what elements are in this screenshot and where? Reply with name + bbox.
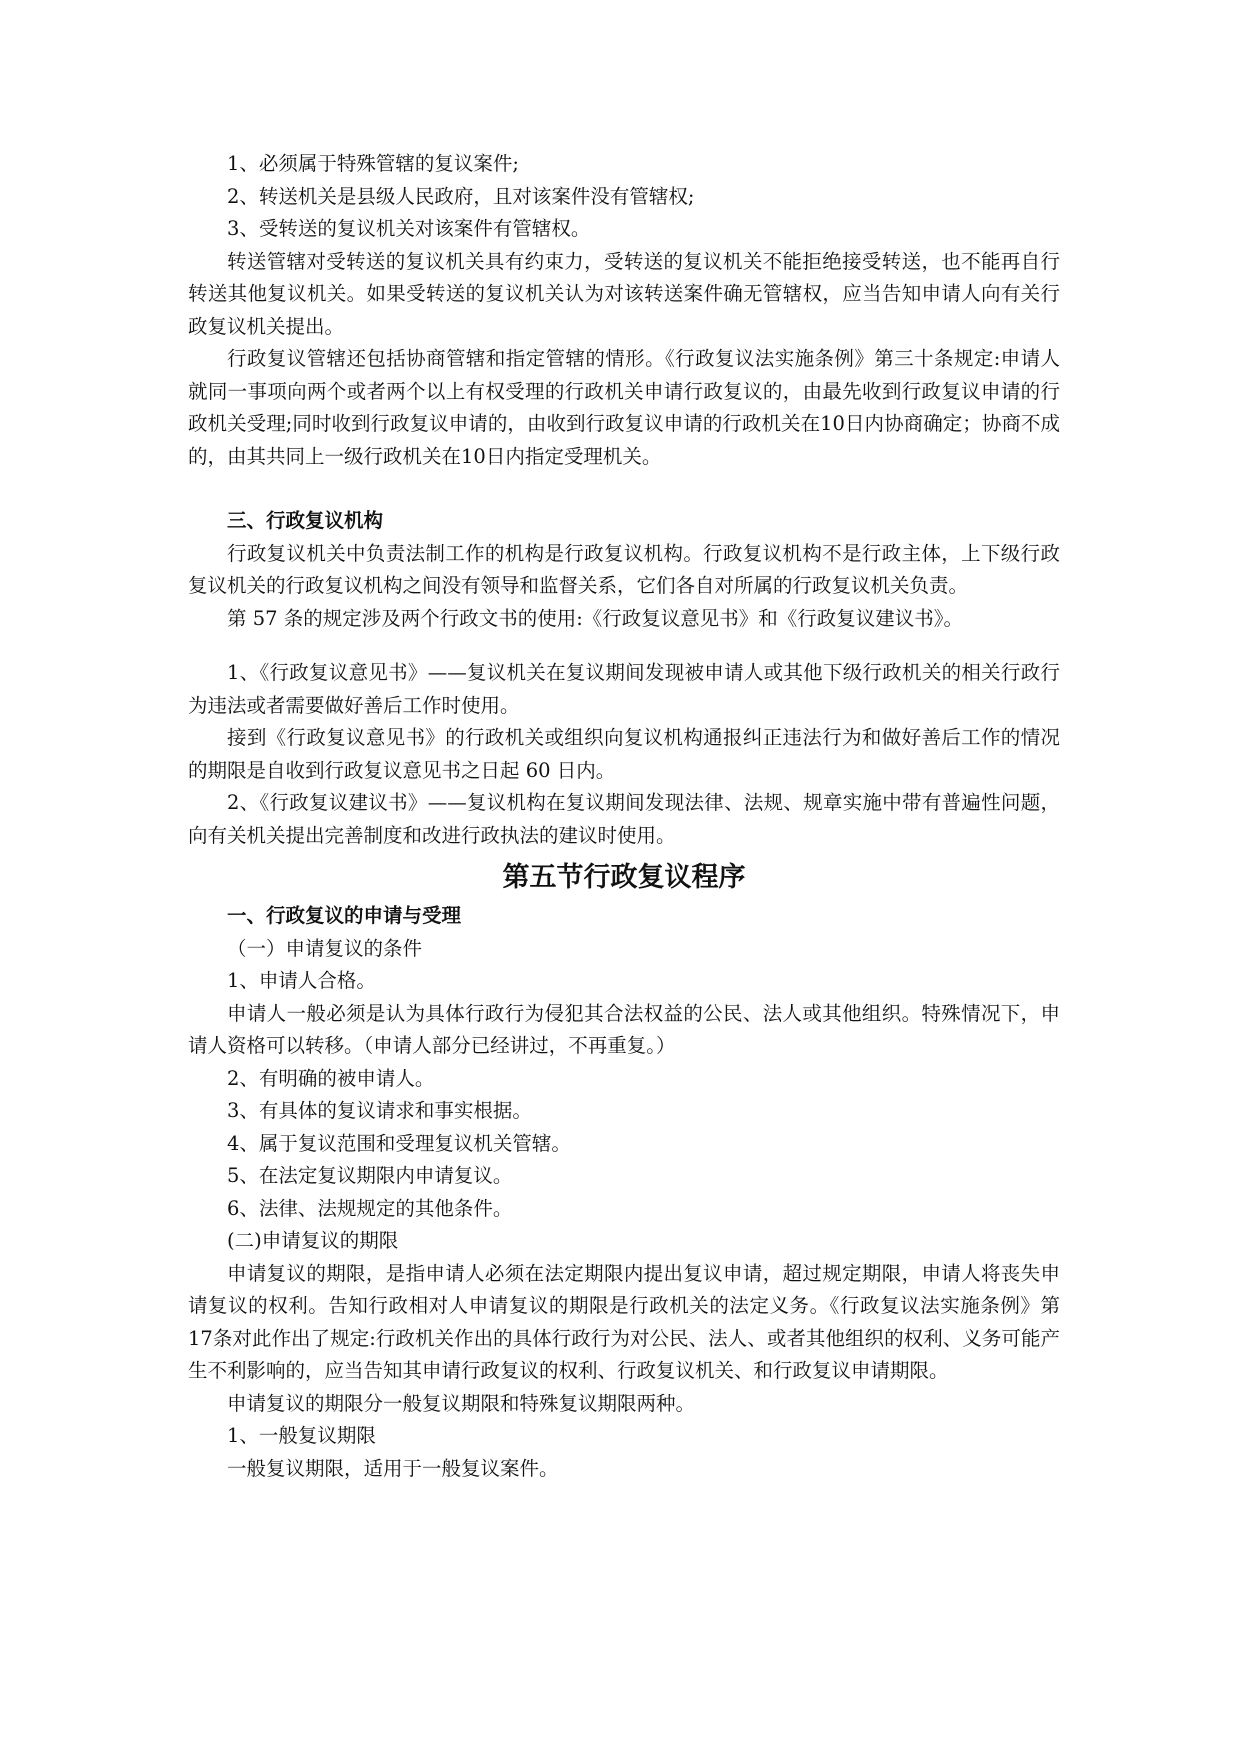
paragraph: 一般复议期限，适用于一般复议案件。 [227,1456,559,1480]
paragraph: 接到《行政复议意见书》的行政机关或组织向复议机构通报纠正违法行为和做好善后工作的情况的期限是自收到行政复议意见书之日起 60 日内。 [188,726,1060,782]
list-item: 6、法律、法规规定的其他条件。 [227,1196,513,1220]
list-item: 1、申请人合格。 [227,969,376,992]
subheading: （一）申请复议的条件 [227,936,423,960]
paragraph: 1、《行政复议意见书》——复议机关在复议期间发现被申请人或其他下级行政机关的相关行政行为违法或者需要做好善后工作时使用。 [188,661,1060,717]
paragraph: 申请复议的期限分一般复议期限和特殊复议期限两种。 [227,1391,696,1415]
heading-agency: 三、行政复议机构 [227,509,384,532]
paragraph: 转送管辖对受转送的复议机关具有约束力，受转送的复议机关不能拒绝接受转送，也不能再自行转送其他复议机关。如果受转送的复议机关认为对该转送案件确无管辖权，应当告知申请人向有关行政复议机关提出。 [188,249,1060,338]
paragraph: 2、《行政复议建议书》——复议机构在复议期间发现法律、法规、规章实施中带有普遍性问题，向有关机关提出完善制度和改进行政执法的建议时使用。 [188,791,1060,847]
list-item: 2、有明确的被申请人。 [227,1066,435,1090]
spacer [188,635,1060,657]
paragraph: 行政复议管辖还包括协商管辖和指定管辖的情形。《行政复议法实施条例》第三十条规定:申请人就同一事项向两个或者两个以上有权受理的行政机关申请行政复议的，由最先收到行政复议申请的行政机关受理;同时收到行政复议申请的，由收到行政复议申请的行政机关在10日内协商确定；协商不成的，由其共同上一级行政机关在10日内指定受理机关。 [188,347,1060,468]
paragraph: 申请人一般必须是认为具体行政行为侵犯其合法权益的公民、法人或其他组织。特殊情况下，申请人资格可以转移。（申请人部分已经讲过，不再重复。） [188,1001,1060,1057]
list-item: 3、受转送的复议机关对该案件有管辖权。 [227,217,591,240]
heading-application: 一、行政复议的申请与受理 [227,904,462,927]
list-item: 2、转送机关是县级人民政府，且对该案件没有管辖权; [227,184,695,208]
list-item: 1、一般复议期限 [227,1424,376,1447]
paragraph: 第 57 条的规定涉及两个行政文书的使用:《行政复议意见书》和《行政复议建议书》。 [227,606,964,630]
list-item: 1、必须属于特殊管辖的复议案件; [227,152,519,175]
list-item: 5、在法定复议期限内申请复议。 [227,1164,513,1187]
section-title: 第五节行政复议程序 [502,862,746,893]
spacer [188,473,1060,505]
list-item: 4、属于复议范围和受理复议机关管辖。 [227,1131,571,1155]
document-page [188,148,1060,1485]
paragraph: 申请复议的期限，是指申请人必须在法定期限内提出复议申请，超过规定期限，申请人将丧失申请复议的权利。告知行政相对人申请复议的期限是行政机关的法定义务。《行政复议法实施条例》第17条对此作出了规定:行政机关作出的具体行政行为对公民、法人、或者其他组织的权利、义务可能产生不利影响的，应当告知其申请行政复议的权利、行政复议机关、和行政复议申请期限。 [188,1261,1060,1382]
paragraph: 行政复议机关中负责法制工作的机构是行政复议机构。行政复议机构不是行政主体，上下级行政复议机关的行政复议机构之间没有领导和监督关系，它们各自对所属的行政复议机关负责。 [188,541,1060,597]
list-item: 3、有具体的复议请求和事实根据。 [227,1099,532,1122]
subheading: (二)申请复议的期限 [227,1229,399,1252]
